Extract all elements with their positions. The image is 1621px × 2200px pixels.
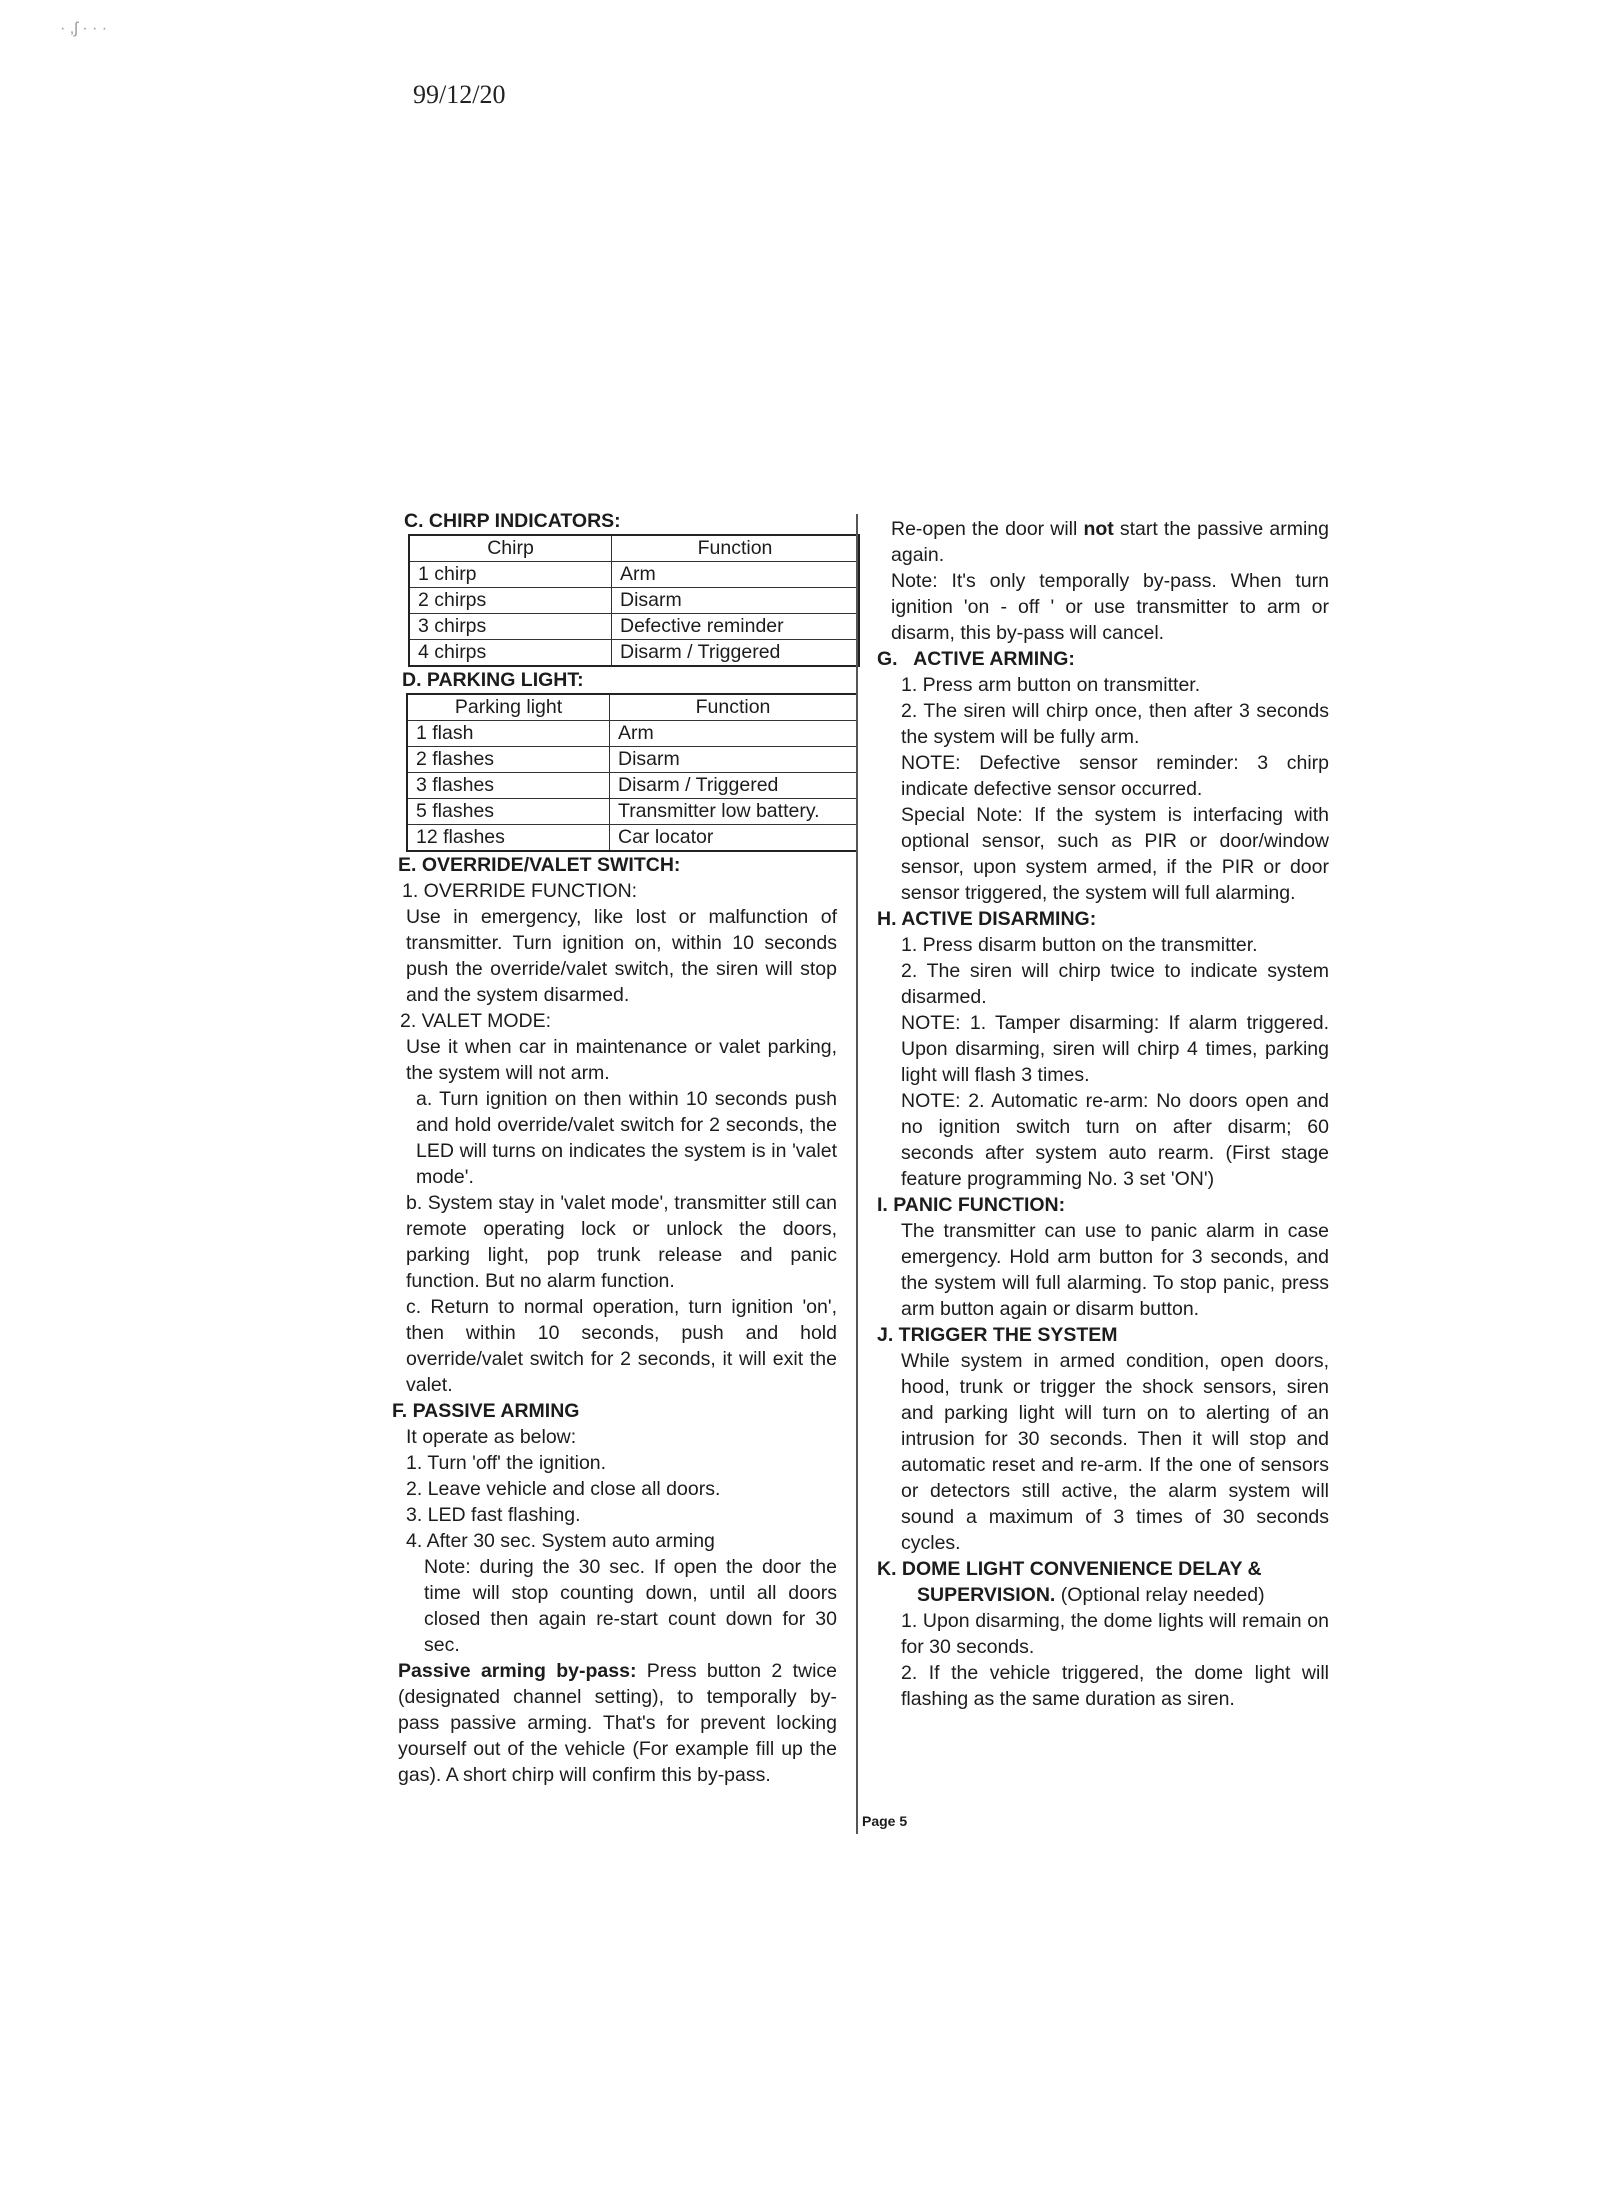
valet-mode-text: Use it when car in maintenance or valet parking, the system will not arm.	[406, 1036, 837, 1084]
active-disarming-step-2: 2. The siren will chirp twice to indicate system disarmed.	[901, 960, 1329, 1008]
table-row	[409, 614, 859, 640]
reopen-text-pre: Re-open the door will	[891, 518, 1078, 540]
table-row	[407, 825, 857, 852]
table-cell: 2 chirps	[409, 588, 612, 614]
table-header: Chirp	[409, 535, 612, 562]
table-row	[407, 747, 857, 773]
active-arming-step-1: 1. Press arm button on transmitter.	[901, 674, 1201, 696]
valet-mode-step-c: c. Return to normal operation, turn ignition 'on', then within 10 seconds, push and hold override/valet switch for 2 seconds, it will exit the valet.	[406, 1296, 837, 1396]
table-header-row	[407, 694, 857, 721]
dome-light-step-1: 1. Upon disarming, the dome lights will remain on for 30 seconds.	[901, 1610, 1329, 1658]
table-header-row	[409, 535, 859, 562]
bypass-text: Press button 2 twice (designated channel setting), to temporally by-pass passive arming. That's for prevent locking yourself out of the vehicle (For example fill up the gas). A short chirp will confirm this by-pass.	[398, 1660, 837, 1786]
table-header: Function	[610, 694, 858, 721]
auto-rearm-note: NOTE: 2. Automatic re-arm: No doors open and no ignition switch turn on after disarm; 60 seconds after system auto rearm. (First stage feature programming No. 3 set 'ON')	[901, 1090, 1329, 1190]
valet-mode-step-a: a. Turn ignition on then within 10 seconds push and hold override/valet switch for 2 seconds, the LED will turns on indicates the system is in 'valet mode'.	[416, 1088, 837, 1188]
table-cell: Disarm	[612, 588, 860, 614]
section-c-title: C. CHIRP INDICATORS:	[404, 510, 621, 532]
dome-light-step-2: 2. If the vehicle triggered, the dome light will flashing as the same duration as siren.	[901, 1662, 1329, 1710]
reopen-text-bold: not	[1083, 518, 1114, 540]
override-function-text: Use in emergency, like lost or malfunction of transmitter. Turn ignition on, within 10 seconds push the override/valet switch, the siren will stop and the system disarmed.	[406, 906, 837, 1006]
parking-light-table	[406, 693, 858, 852]
table-cell: 5 flashes	[407, 799, 610, 825]
section-e-title: E. OVERRIDE/VALET SWITCH:	[398, 854, 681, 876]
page-number: Page 5	[862, 1813, 908, 1829]
section-i-title: I. PANIC FUNCTION:	[877, 1194, 1066, 1216]
active-arming-note: NOTE: Defective sensor reminder: 3 chirp indicate defective sensor occurred.	[901, 752, 1329, 800]
table-cell: Arm	[610, 721, 858, 747]
document-date: 99/12/20	[413, 80, 506, 109]
left-column	[392, 508, 837, 1788]
active-arming-special-note: Special Note: If the system is interfacing with optional sensor, such as PIR or door/window sensor, upon system armed, if the PIR or door sensor triggered, the system will full alarming.	[901, 804, 1329, 904]
valet-mode-title: 2. VALET MODE:	[400, 1010, 551, 1032]
active-arming-step-2: 2. The siren will chirp once, then after 3 seconds the system will be fully arm.	[901, 700, 1329, 748]
table-row	[409, 640, 859, 667]
table-cell: Disarm / Triggered	[610, 773, 858, 799]
chirp-table	[408, 534, 860, 667]
trigger-system-text: While system in armed condition, open doors, hood, trunk or trigger the shock sensors, siren and parking light will turn on to alerting of an intrusion for 30 seconds. Then it will stop and automatic reset and re-arm. If the one of sensors or detectors still active, the alarm system will sound a maximum of 3 times of 30 seconds cycles.	[901, 1350, 1329, 1554]
valet-mode-step-b: b. System stay in 'valet mode', transmitter still can remote operating lock or unlock the doors, parking light, pop trunk release and panic function. But no alarm function.	[406, 1192, 837, 1292]
table-row	[409, 588, 859, 614]
scan-specks: · ,ʃ · · ·	[60, 20, 108, 37]
table-header: Function	[612, 535, 860, 562]
table-cell: 1 flash	[407, 721, 610, 747]
table-cell: 3 chirps	[409, 614, 612, 640]
override-function-title: 1. OVERRIDE FUNCTION:	[402, 880, 638, 902]
reopen-text-post: start the passive arming again.	[891, 518, 1329, 566]
bypass-cancel-note: Note: It's only temporally by-pass. When turn ignition 'on - off ' or use transmitter to arm or disarm, this by-pass will cancel.	[891, 570, 1329, 644]
table-cell: 2 flashes	[407, 747, 610, 773]
right-column	[877, 516, 1329, 1712]
table-cell: 3 flashes	[407, 773, 610, 799]
section-g-title: G. ACTIVE ARMING:	[877, 648, 1075, 670]
table-cell: 4 chirps	[409, 640, 612, 667]
table-header: Parking light	[407, 694, 610, 721]
table-cell: Car locator	[610, 825, 858, 852]
section-h-title: H. ACTIVE DISARMING:	[877, 908, 1097, 930]
table-cell: Transmitter low battery.	[610, 799, 858, 825]
passive-arming-intro: It operate as below:	[406, 1426, 577, 1448]
optional-relay-note: (Optional relay needed)	[1060, 1584, 1265, 1606]
table-row	[407, 721, 857, 747]
passive-arming-step: 1. Turn 'off' the ignition.	[406, 1452, 607, 1474]
table-row	[407, 773, 857, 799]
table-cell: Disarm	[610, 747, 858, 773]
supervision-label: SUPERVISION.	[917, 1584, 1056, 1606]
panic-function-text: The transmitter can use to panic alarm in case emergency. Hold arm button for 3 seconds, and the system will full alarming. To stop panic, press arm button again or disarm button.	[901, 1220, 1329, 1320]
passive-arming-step: 2. Leave vehicle and close all doors.	[406, 1478, 721, 1500]
passive-arming-continued	[877, 516, 1329, 568]
table-cell: 12 flashes	[407, 825, 610, 852]
table-cell: Defective reminder	[612, 614, 860, 640]
passive-arming-step: 4. After 30 sec. System auto arming	[406, 1530, 715, 1552]
table-cell: 1 chirp	[409, 562, 612, 588]
column-divider	[856, 514, 858, 1834]
passive-arming-bypass	[392, 1658, 837, 1788]
section-d-title: D. PARKING LIGHT:	[402, 669, 584, 691]
section-k-subtitle	[877, 1582, 1329, 1608]
passive-arming-step: 3. LED fast flashing.	[406, 1504, 581, 1526]
table-row	[407, 799, 857, 825]
table-cell: Arm	[612, 562, 860, 588]
section-j-title: J. TRIGGER THE SYSTEM	[877, 1324, 1118, 1346]
tamper-disarming-note: NOTE: 1. Tamper disarming: If alarm triggered. Upon disarming, siren will chirp 4 times, parking light will flash 3 times.	[901, 1012, 1329, 1086]
bypass-label: Passive arming by-pass:	[398, 1660, 637, 1682]
section-k-title: K. DOME LIGHT CONVENIENCE DELAY &	[877, 1558, 1262, 1580]
table-cell: Disarm / Triggered	[612, 640, 860, 667]
active-disarming-step-1: 1. Press disarm button on the transmitter.	[901, 934, 1258, 956]
passive-arming-note: Note: during the 30 sec. If open the door the time will stop counting down, until all doors closed then again re-start count down for 30 sec.	[424, 1556, 837, 1656]
table-row	[409, 562, 859, 588]
section-f-title: F. PASSIVE ARMING	[392, 1400, 580, 1422]
